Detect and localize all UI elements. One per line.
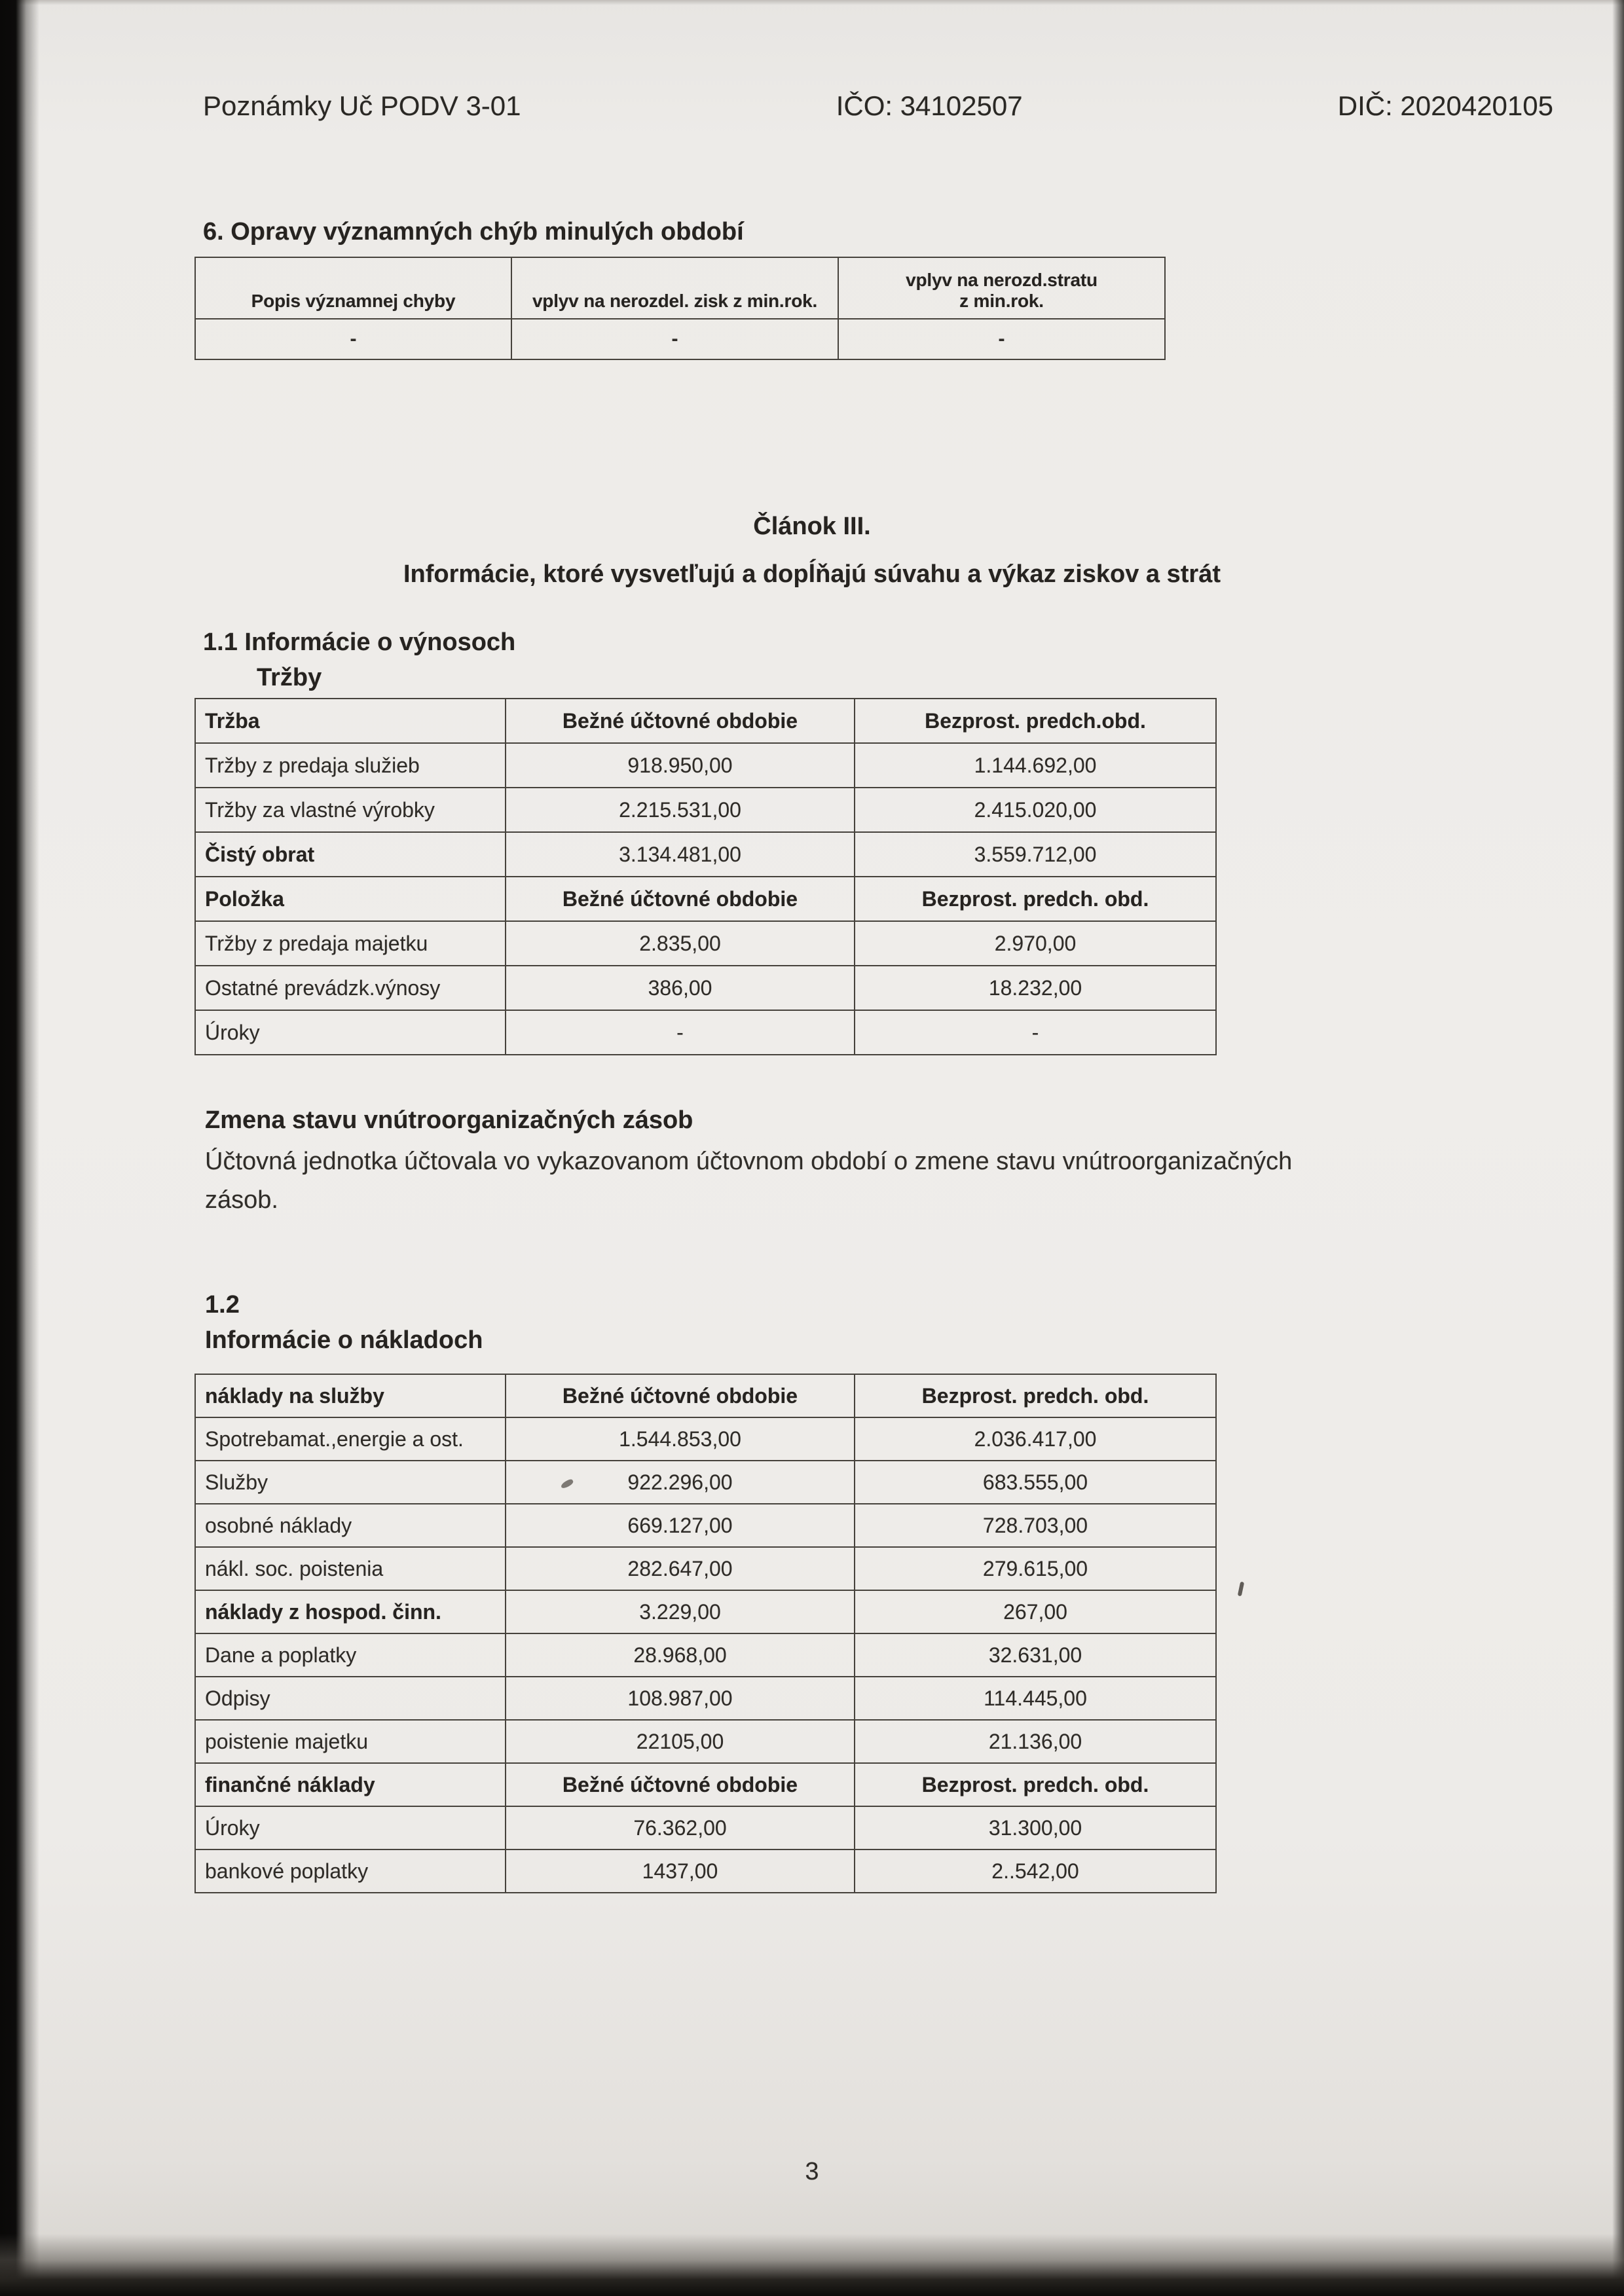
row-label: Ostatné prevádzk.výnosy xyxy=(195,966,506,1010)
value-previous: 31.300,00 xyxy=(855,1806,1216,1850)
table-row xyxy=(195,1633,1216,1677)
table-row xyxy=(195,319,1165,359)
value-current: 1.544.853,00 xyxy=(506,1417,855,1461)
column-header-description: Popis významnej chyby xyxy=(195,257,511,319)
revenue-subtitle: Tržby xyxy=(257,664,322,691)
scan-edge-bottom xyxy=(0,2234,1624,2296)
dic-label: DIČ: 2020420105 xyxy=(1337,90,1553,121)
column-header-profit-impact: vplyv na nerozdel. zisk z min.rok. xyxy=(511,257,838,319)
table-row xyxy=(195,832,1216,877)
column-header: Položka xyxy=(195,877,506,921)
form-code-label: Poznámky Uč PODV 3-01 xyxy=(203,90,521,121)
value-current: 386,00 xyxy=(506,966,855,1010)
value-current: 76.362,00 xyxy=(506,1806,855,1850)
value-previous: 2.415.020,00 xyxy=(855,788,1216,832)
table-header-row xyxy=(195,257,1165,319)
column-header-loss-line2: z min.rok. xyxy=(959,291,1044,311)
table-header-row xyxy=(195,877,1216,921)
column-header: Bežné účtovné obdobie xyxy=(506,1763,855,1806)
page-number: 3 xyxy=(805,2158,819,2185)
column-header: Bezprost. predch.obd. xyxy=(855,699,1216,743)
row-label: Úroky xyxy=(195,1806,506,1850)
column-header: Bezprost. predch. obd. xyxy=(855,1763,1216,1806)
table-row xyxy=(195,1677,1216,1720)
column-header: Bežné účtovné obdobie xyxy=(506,877,855,921)
value-current: 1437,00 xyxy=(506,1850,855,1893)
value-current: 28.968,00 xyxy=(506,1633,855,1677)
revenue-table xyxy=(194,698,1217,1055)
value-previous: 2.970,00 xyxy=(855,921,1216,966)
value-previous: 18.232,00 xyxy=(855,966,1216,1010)
value-previous: 1.144.692,00 xyxy=(855,743,1216,788)
section-1-1-title: 1.1 Informácie o výnosoch xyxy=(203,629,516,656)
value-current: 922.296,00 xyxy=(506,1461,855,1504)
costs-table xyxy=(194,1374,1217,1893)
table-row xyxy=(195,1010,1216,1055)
value-current: 918.950,00 xyxy=(506,743,855,788)
column-header: Bezprost. predch. obd. xyxy=(855,1374,1216,1417)
table-row xyxy=(195,1417,1216,1461)
article-3-title: Článok III. xyxy=(753,513,871,540)
table-row xyxy=(195,1720,1216,1763)
row-label: Čistý obrat xyxy=(195,832,506,877)
scan-speck xyxy=(1238,1582,1244,1597)
table-header-row xyxy=(195,1763,1216,1806)
article-3-subtitle: Informácie, ktoré vysvetľujú a dopĺňajú súvahu a výkaz ziskov a strát xyxy=(403,560,1221,588)
table-row xyxy=(195,1590,1216,1633)
row-label: Odpisy xyxy=(195,1677,506,1720)
value-previous: 683.555,00 xyxy=(855,1461,1216,1504)
cell-profit-impact: - xyxy=(511,319,838,359)
section-6-title: 6. Opravy významných chýb minulých období xyxy=(203,218,744,246)
scan-edge-left xyxy=(0,0,39,2296)
value-current: - xyxy=(506,1010,855,1055)
value-previous: 2.036.417,00 xyxy=(855,1417,1216,1461)
table-row xyxy=(195,1461,1216,1504)
row-label: náklady z hospod. činn. xyxy=(195,1590,506,1633)
row-label: bankové poplatky xyxy=(195,1850,506,1893)
column-header: finančné náklady xyxy=(195,1763,506,1806)
cell-description: - xyxy=(195,319,511,359)
row-label: Služby xyxy=(195,1461,506,1504)
table-row xyxy=(195,788,1216,832)
table-row xyxy=(195,1850,1216,1893)
row-label: Tržby z predaja majetku xyxy=(195,921,506,966)
value-current: 282.647,00 xyxy=(506,1547,855,1590)
section-1-2-title: Informácie o nákladoch xyxy=(205,1326,483,1354)
row-label: Úroky xyxy=(195,1010,506,1055)
inventory-change-paragraph: Účtovná jednotka účtovala vo vykazovanom účtovnom období o zmene stavu vnútroorganizačných zásob. xyxy=(205,1148,1293,1214)
section-1-2-number: 1.2 xyxy=(205,1291,240,1319)
table-header-row xyxy=(195,699,1216,743)
row-label: osobné náklady xyxy=(195,1504,506,1547)
value-previous: 728.703,00 xyxy=(855,1504,1216,1547)
table-header-row xyxy=(195,1374,1216,1417)
value-previous: 2..542,00 xyxy=(855,1850,1216,1893)
scan-edge-top xyxy=(0,0,1624,5)
column-header: Bezprost. predch. obd. xyxy=(855,877,1216,921)
value-previous: - xyxy=(855,1010,1216,1055)
column-header-loss-line1: vplyv na nerozd.stratu xyxy=(906,270,1098,290)
value-previous: 21.136,00 xyxy=(855,1720,1216,1763)
table-row xyxy=(195,921,1216,966)
cell-loss-impact: - xyxy=(838,319,1165,359)
value-current: 2.215.531,00 xyxy=(506,788,855,832)
row-label: Spotrebamat.,energie a ost. xyxy=(195,1417,506,1461)
table-row xyxy=(195,743,1216,788)
value-previous: 279.615,00 xyxy=(855,1547,1216,1590)
row-label: Tržby za vlastné výrobky xyxy=(195,788,506,832)
row-label: Tržby z predaja služieb xyxy=(195,743,506,788)
column-header: náklady na služby xyxy=(195,1374,506,1417)
ico-label: IČO: 34102507 xyxy=(836,90,1023,121)
row-label: nákl. soc. poistenia xyxy=(195,1547,506,1590)
article-3-heading xyxy=(0,513,1624,589)
row-label: Dane a poplatky xyxy=(195,1633,506,1677)
value-previous: 3.559.712,00 xyxy=(855,832,1216,877)
value-current: 22105,00 xyxy=(506,1720,855,1763)
column-header: Bežné účtovné obdobie xyxy=(506,699,855,743)
column-header: Bežné účtovné obdobie xyxy=(506,1374,855,1417)
value-previous: 267,00 xyxy=(855,1590,1216,1633)
error-corrections-table xyxy=(194,257,1166,360)
column-header: Tržba xyxy=(195,699,506,743)
value-current: 3.134.481,00 xyxy=(506,832,855,877)
scan-edge-right xyxy=(1612,0,1624,2296)
value-previous: 114.445,00 xyxy=(855,1677,1216,1720)
table-row xyxy=(195,1547,1216,1590)
value-current: 3.229,00 xyxy=(506,1590,855,1633)
table-row xyxy=(195,966,1216,1010)
value-current: 108.987,00 xyxy=(506,1677,855,1720)
value-previous: 32.631,00 xyxy=(855,1633,1216,1677)
document-header xyxy=(203,90,1553,122)
inventory-change-title: Zmena stavu vnútroorganizačných zásob xyxy=(205,1106,693,1134)
table-row xyxy=(195,1504,1216,1547)
row-label: poistenie majetku xyxy=(195,1720,506,1763)
table-row xyxy=(195,1806,1216,1850)
value-current: 2.835,00 xyxy=(506,921,855,966)
value-current: 669.127,00 xyxy=(506,1504,855,1547)
column-header-loss-impact xyxy=(838,257,1165,319)
